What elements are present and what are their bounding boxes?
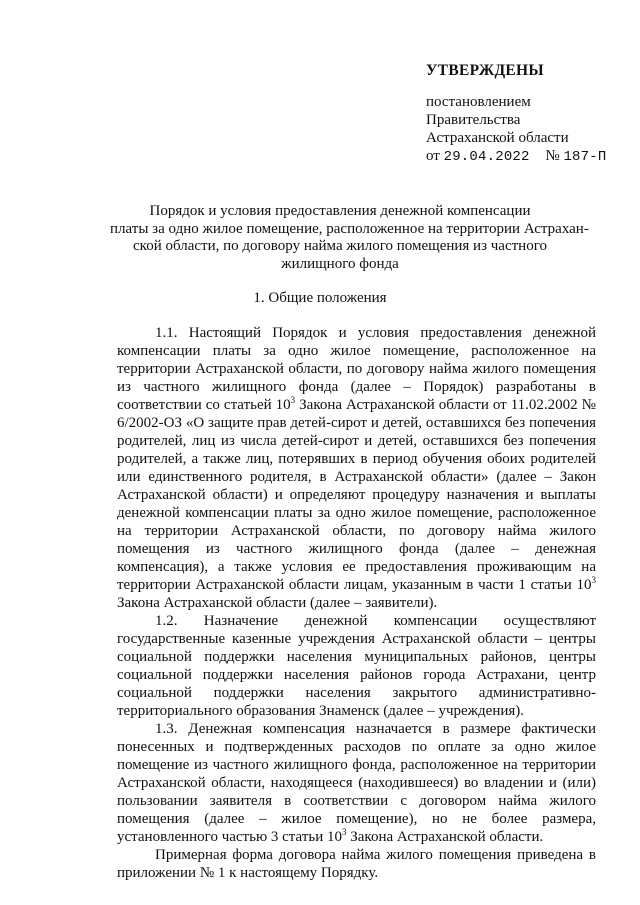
- paragraph-1-1-part-a: 1.1. Настоящий Порядок и условия предоставления денежной компенсации платы за одно жилое помещение, расположенное на территории Астраханской области, по договору найма жилого помещения из частного жилищного фонда (далее – Порядок) разработаны в соответствии со статьей 10: [117, 325, 596, 413]
- title-line-3: ской области, по договору найма жилого помещения из частного: [133, 238, 547, 254]
- number-prefix: №: [545, 148, 560, 164]
- decree-number: 187-П: [563, 149, 607, 165]
- superscript: 3: [591, 575, 596, 585]
- decree-date-number: [426, 147, 626, 166]
- approval-line-2: Правительства: [426, 112, 521, 128]
- paragraph-1-1-part-b: Закона Астраханской области от 11.02.2002 № 6/2002-ОЗ «О защите прав детей-сирот и детей, оставшихся без попечения родителей, лиц из числа детей-сирот и детей, оставшихся без попечения родителей, а также лиц, потерявших в период обучения обоих родителей или единственного родителя, в Астраханской области» (далее – Закон Астраханской области) и определяют процедуру назначения и выплаты денежной компенсации платы за одно жилое помещение, расположенное на территории Астраханской области, по договору найма жилого помещения из частного жилищного фонда (далее – денежная компенсация), а также условия ее предоставления проживающим на территории Астраханской области лицам, указанным в части 1 статьи 10: [117, 397, 596, 593]
- approval-block: [426, 62, 626, 166]
- paragraph-1-2: 1.2. Назначение денежной компенсации осуществляют государственные казенные учреждения Астраханской области – центры социальной поддержки населения муниципальных районов, центры социальной поддержки населения районов города Астрахани, центр социальной поддержки населения закрытого административно-территориального образования Знаменск (далее – учреждения).: [117, 613, 596, 719]
- superscript: 3: [290, 395, 296, 405]
- paragraph-form-note: Примерная форма договора найма жилого помещения приведена в приложении № 1 к настоящему Порядку.: [117, 847, 596, 881]
- document-title: [110, 203, 589, 273]
- superscript: 3: [342, 827, 347, 837]
- section-heading: 1. Общие положения: [253, 290, 387, 306]
- paragraph-1-3-part-a: 1.3. Денежная компенсация назначается в размере фактически понесенных и подтвержденных расходов по оплате за одно жилое помещение из частного жилищного фонда, расположенное на территории Астраханской области, находящееся (находившееся) во владении и (или) пользовании заявителя в соответствии с договором найма жилого помещения (далее – жилое помещение), но не более размера, установленного частью 3 статьи 10: [117, 721, 596, 845]
- date-prefix: от: [426, 148, 440, 164]
- approval-heading: УТВЕРЖДЕНЫ: [426, 62, 544, 79]
- approval-line-3: Астраханской области: [426, 130, 569, 146]
- paragraph-1-3-part-b: Закона Астраханской области.: [346, 829, 544, 845]
- approval-line-1: постановлением: [426, 94, 531, 110]
- title-line-2: платы за одно жилое помещение, расположенное на территории Астрахан-: [110, 220, 589, 237]
- paragraph-1-3: [117, 720, 596, 846]
- document-body: [117, 324, 596, 882]
- decree-date: 29.04.2022: [443, 149, 530, 165]
- title-line-1: Порядок и условия предоставления денежной компенсации: [149, 203, 531, 219]
- paragraph-1-1: [117, 324, 596, 612]
- paragraph-1-1-part-c: Закона Астраханской области (далее – заявители).: [117, 595, 438, 611]
- title-line-4: жилищного фонда: [281, 255, 399, 272]
